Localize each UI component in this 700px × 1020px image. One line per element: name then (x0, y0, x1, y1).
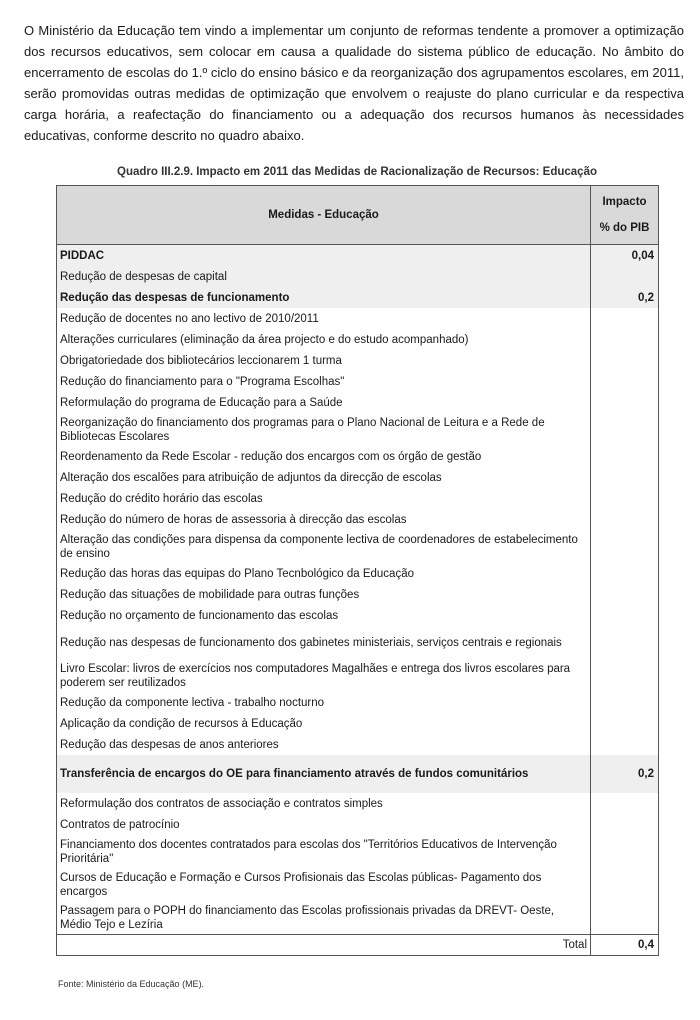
impact-value (591, 868, 659, 901)
header-measures: Medidas - Educação (57, 186, 591, 245)
table-row (57, 446, 659, 467)
impact-value (591, 626, 659, 659)
table-row (57, 488, 659, 509)
table-row (57, 329, 659, 350)
table-row (57, 868, 659, 901)
measure-label: Redução de docentes no ano lectivo de 2010/2011 (57, 308, 591, 329)
table-row (57, 467, 659, 488)
impact-value (591, 659, 659, 692)
impact-value (591, 350, 659, 371)
measure-label: Obrigatoriedade dos bibliotecários leccionarem 1 turma (57, 350, 591, 371)
table-row (57, 509, 659, 530)
table-row (57, 793, 659, 814)
measure-label: Redução das despesas de anos anteriores (57, 734, 591, 755)
measure-label: Alteração das condições para dispensa da componente lectiva de coordenadores de estabelecimento de ensino (57, 530, 591, 563)
source-note: Fonte: Ministério da Educação (ME). (58, 979, 205, 989)
impact-value (591, 467, 659, 488)
measure-label: Redução das horas das equipas do Plano Tecnbológico da Educação (57, 563, 591, 584)
measure-label: Redução de despesas de capital (57, 266, 591, 287)
table-caption: Quadro III.2.9. Impacto em 2011 das Medidas de Racionalização de Recursos: Educação (117, 166, 597, 178)
impact-value (591, 413, 659, 446)
table-row (57, 713, 659, 734)
measure-label: Aplicação da condição de recursos à Educação (57, 713, 591, 734)
impact-value (591, 835, 659, 868)
total-label: Total (57, 935, 591, 956)
table-row (57, 626, 659, 659)
table-row (57, 413, 659, 446)
impact-value (591, 584, 659, 605)
table-row (57, 530, 659, 563)
impact-value (591, 901, 659, 935)
measure-label: Livro Escolar: livros de exercícios nos computadores Magalhães e entrega dos livros escolares para poderem ser reutilizados (57, 659, 591, 692)
table-row (57, 814, 659, 835)
impact-value (591, 488, 659, 509)
impact-value (591, 605, 659, 626)
impact-value (591, 446, 659, 467)
measure-label: Redução das situações de mobilidade para outras funções (57, 584, 591, 605)
measure-label: Alteração dos escalões para atribuição de adjuntos da direcção de escolas (57, 467, 591, 488)
impact-value (591, 371, 659, 392)
table-header-row (57, 186, 659, 245)
measure-label: Contratos de patrocínio (57, 814, 591, 835)
table-row (57, 835, 659, 868)
table-group-row (57, 287, 659, 308)
impact-value (591, 734, 659, 755)
table-row (57, 350, 659, 371)
impact-value (591, 814, 659, 835)
measure-label: Redução da componente lectiva - trabalho nocturno (57, 692, 591, 713)
table-row (57, 371, 659, 392)
measure-label: Redução do número de horas de assessoria à direcção das escolas (57, 509, 591, 530)
measure-label: Cursos de Educação e Formação e Cursos Profisionais das Escolas públicas- Pagamento dos encargos (57, 868, 591, 901)
measure-label: Alterações curriculares (eliminação da área projecto e do estudo acompanhado) (57, 329, 591, 350)
measure-label: Financiamento dos docentes contratados para escolas dos "Territórios Educativos de Intervenção Prioritária" (57, 835, 591, 868)
measure-label: Reformulação do programa de Educação para a Saúde (57, 392, 591, 413)
measure-label: Transferência de encargos do OE para financiamento através de fundos comunitários (57, 755, 591, 793)
impact-value (591, 530, 659, 563)
impact-value (591, 266, 659, 287)
measure-label: Passagem para o POPH do financiamento das Escolas profissionais privadas da DREVT- Oeste, Médio Tejo e Lezíria (57, 901, 591, 935)
table-group-row (57, 245, 659, 267)
impact-value: 0,04 (591, 245, 659, 267)
impact-value (591, 793, 659, 814)
table-row (57, 563, 659, 584)
impact-value: 0,2 (591, 287, 659, 308)
impact-value (591, 392, 659, 413)
measure-label: Redução no orçamento de funcionamento das escolas (57, 605, 591, 626)
table-row (57, 392, 659, 413)
measure-label: Reformulação dos contratos de associação e contratos simples (57, 793, 591, 814)
impact-value (591, 563, 659, 584)
measures-table (56, 185, 659, 956)
impact-value (591, 509, 659, 530)
header-impact (591, 186, 659, 245)
measure-label: PIDDAC (57, 245, 591, 267)
impact-value (591, 308, 659, 329)
header-impact-line1: Impacto (602, 196, 647, 208)
measure-label: Redução do crédito horário das escolas (57, 488, 591, 509)
measure-label: Redução das despesas de funcionamento (57, 287, 591, 308)
measure-label: Reorganização do financiamento dos programas para o Plano Nacional de Leitura e a Rede de Bibliotecas Escolares (57, 413, 591, 446)
impact-value (591, 692, 659, 713)
table-row (57, 308, 659, 329)
table-row (57, 266, 659, 287)
table-row (57, 605, 659, 626)
impact-value (591, 713, 659, 734)
impact-value (591, 329, 659, 350)
impact-value: 0,2 (591, 755, 659, 793)
intro-paragraph: O Ministério da Educação tem vindo a implementar um conjunto de reformas tendente a promover a optimização dos recursos educativos, sem colocar em causa a qualidade do sistema público de educação. No âmbito do encerramento de escolas do 1.º ciclo do ensino básico e da reorganização dos agrupamentos escolares, em 2011, serão promovidas outras medidas de optimização que envolvem o reajuste do plano curricular e da respectiva carga horária, a reafectação do financiamento ou a adequação dos recursos humanos às necessidades educativas, conforme descrito no quadro abaixo. (24, 23, 684, 143)
table-group-row (57, 755, 659, 793)
table-row (57, 901, 659, 935)
table-row (57, 584, 659, 605)
header-impact-line2: % do PIB (599, 222, 650, 234)
measure-label: Redução do financiamento para o "Programa Escolhas" (57, 371, 591, 392)
table-row (57, 659, 659, 692)
table-row (57, 692, 659, 713)
total-row (57, 935, 659, 956)
measure-label: Reordenamento da Rede Escolar - redução dos encargos com os órgão de gestão (57, 446, 591, 467)
table-row (57, 734, 659, 755)
measure-label: Redução nas despesas de funcionamento dos gabinetes ministeriais, serviços centrais e regionais (57, 626, 591, 659)
total-value: 0,4 (591, 935, 659, 956)
